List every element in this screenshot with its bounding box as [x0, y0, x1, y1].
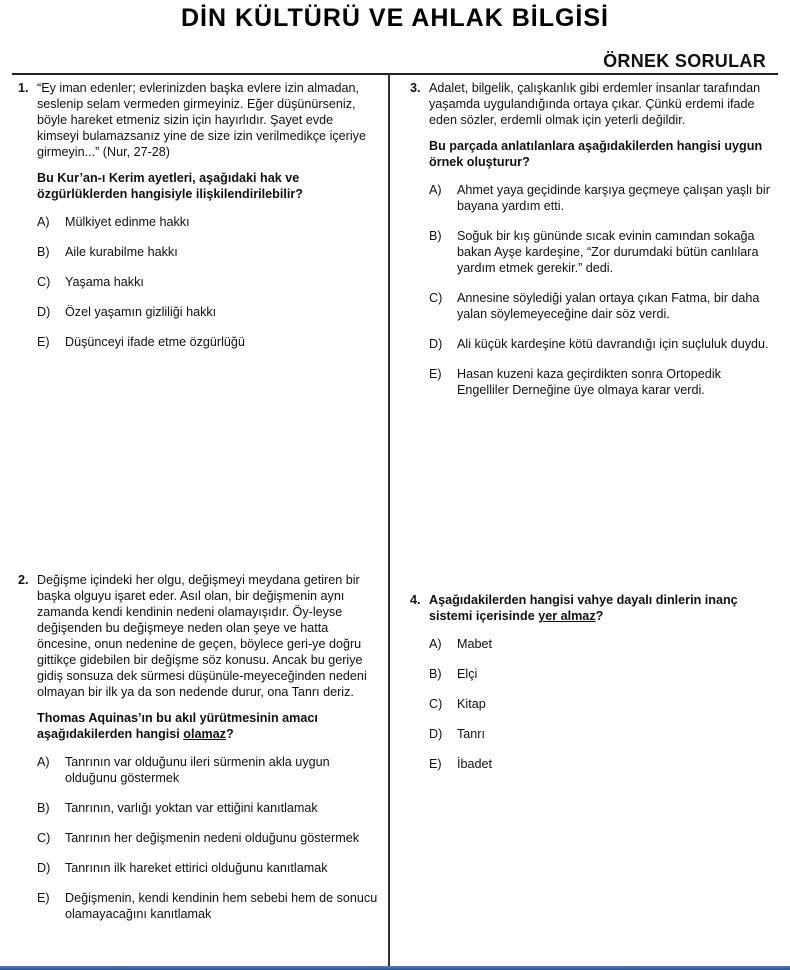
taskbar-strip	[0, 966, 790, 970]
question-number: 3.	[410, 81, 421, 95]
answer-option-a[interactable]	[429, 636, 772, 652]
answer-option-e[interactable]	[37, 890, 378, 922]
option-text: Hasan kuzeni kaza geçirdikten sonra Ortopedik Engelliler Derneğine üye olmaya karar verdi.	[457, 367, 721, 397]
question-prompt: Bu Kur’an-ı Kerim ayetleri, aşağıdaki hak ve özgürlüklerden hangisiyle ilişkilendirilebilir?	[37, 171, 303, 201]
option-letter: E)	[37, 335, 50, 349]
option-text: Tanrının, varlığı yoktan var ettiğini kanıtlamak	[65, 801, 318, 815]
option-letter: D)	[429, 727, 443, 741]
answer-option-e[interactable]	[37, 334, 378, 350]
option-text: Tanrının var olduğunu ileri sürmenin akla uygun olduğunu göstermek	[65, 755, 330, 785]
option-letter: E)	[37, 891, 50, 905]
option-letter: A)	[37, 755, 50, 769]
option-letter: D)	[429, 337, 443, 351]
header-rule	[12, 73, 778, 75]
answer-option-a[interactable]	[37, 754, 378, 786]
prompt-emphasis: yer almaz	[538, 609, 596, 623]
page-title: DİN KÜLTÜRÜ VE AHLAK BİLGİSİ	[181, 4, 609, 32]
answer-option-d[interactable]	[37, 860, 378, 876]
option-text: Tanrının ilk hareket ettirici olduğunu kanıtlamak	[65, 861, 328, 875]
option-letter: A)	[429, 637, 442, 651]
option-text: Mülkiyet edinme hakkı	[65, 215, 190, 229]
prompt-end: ?	[595, 609, 604, 623]
answer-option-c[interactable]	[429, 290, 772, 322]
answer-option-c[interactable]	[429, 696, 772, 712]
question-4	[410, 592, 772, 786]
option-text: Tanrının her değişmenin nedeni olduğunu göstermek	[65, 831, 360, 845]
answer-option-c[interactable]	[37, 830, 378, 846]
option-letter: C)	[429, 291, 443, 305]
option-text: Yaşama hakkı	[65, 275, 144, 289]
option-text: Özel yaşamın gizliliği hakkı	[65, 305, 217, 319]
prompt-emphasis: olamaz	[183, 727, 226, 741]
question-prompt	[429, 592, 772, 624]
option-letter: E)	[429, 367, 442, 381]
option-text: Elçi	[457, 667, 478, 681]
option-text: Tanrı	[457, 727, 485, 741]
prompt-text: Thomas Aquinas’ın bu akıl yürütmesinin amacı aşağıdakilerden hangisi	[37, 711, 318, 741]
prompt-text: Aşağıdakilerden hangisi vahye dayalı dinlerin inanç sistemi içerisinde	[429, 593, 738, 623]
option-text: Soğuk bir kış gününde sıcak evinin camından sokağa bakan Ayşe kardeşine, “Zor durumdaki bütün canlılara yardım etmek gerekir.” dedi.	[457, 229, 759, 275]
option-letter: D)	[37, 305, 51, 319]
option-letter: D)	[37, 861, 51, 875]
option-text: Kitap	[457, 697, 486, 711]
answer-option-b[interactable]	[37, 800, 378, 816]
question-number: 1.	[18, 81, 29, 95]
option-letter: C)	[37, 275, 51, 289]
option-text: Ahmet yaya geçidinde karşıya geçmeye çalışan yaşlı bir bayana yardım etti.	[457, 183, 770, 213]
option-letter: C)	[429, 697, 443, 711]
question-stem: “Ey iman edenler; evlerinizden başka evlere izin almadan, seslenip selam vermeden girmeyiniz. Eğer düşünürseniz, böyle hareket etmeniz sizin için hayırlıdır. Şayet evde kimseyi bulamazsanız yine de size izin verilmedikçe içeriye girmeyin...” (Nur, 27-28)	[37, 81, 366, 159]
option-text: Değişmenin, kendi kendinin hem sebebi hem de sonucu olamayacağını kanıtlamak	[65, 891, 378, 921]
answer-option-a[interactable]	[429, 182, 772, 214]
answer-option-c[interactable]	[37, 274, 378, 290]
answer-option-e[interactable]	[429, 756, 772, 772]
answer-option-e[interactable]	[429, 366, 772, 398]
answer-option-a[interactable]	[37, 214, 378, 230]
option-letter: B)	[37, 801, 50, 815]
question-number: 4.	[410, 593, 421, 607]
option-letter: C)	[37, 831, 51, 845]
option-text: Annesine söylediği yalan ortaya çıkan Fatma, bir daha yalan söylemeyeceğine dair söz verdi.	[457, 291, 760, 321]
option-letter: A)	[37, 215, 50, 229]
option-text: Mabet	[457, 637, 493, 651]
prompt-end: ?	[225, 727, 234, 741]
question-1	[18, 80, 378, 364]
option-text: İbadet	[457, 757, 493, 771]
question-prompt	[37, 710, 378, 742]
question-2	[18, 572, 378, 936]
answer-option-b[interactable]	[429, 228, 772, 276]
question-stem: Değişme içindeki her olgu, değişmeyi meydana getiren bir başka olguyu işaret eder. Asıl olan, bir değişmenin aynı zamanda kendi kendinin nedeni olamayışıdır. Öy-leyse değişenden bu değişmeye neden olan şeye ve hatta öncesine, onun nedenine de geçen, böylece geri-ye doğru gittikçe gidebilen bir değişme söz konusu. Ancak bu geriye gidiş sonsuza dek sürmesi düşünüle-meyeceğinden nedeni olmayan bir ilk ya da son nedende durur, ona Tanrı deriz.	[37, 573, 367, 699]
answer-option-d[interactable]	[429, 336, 772, 352]
option-letter: B)	[37, 245, 50, 259]
answer-option-d[interactable]	[429, 726, 772, 742]
answer-option-b[interactable]	[429, 666, 772, 682]
option-letter: B)	[429, 229, 442, 243]
option-letter: B)	[429, 667, 442, 681]
column-divider	[388, 73, 390, 966]
question-prompt: Bu parçada anlatılanlara aşağıdakilerden hangisi uygun örnek oluşturur?	[429, 139, 763, 169]
option-text: Ali küçük kardeşine kötü davrandığı için suçluluk duydu.	[457, 337, 769, 351]
option-text: Düşünceyi ifade etme özgürlüğü	[65, 335, 245, 349]
question-number: 2.	[18, 573, 29, 587]
option-letter: E)	[429, 757, 442, 771]
answer-option-b[interactable]	[37, 244, 378, 260]
question-3	[410, 80, 772, 412]
question-stem: Adalet, bilgelik, çalışkanlık gibi erdemler insanlar tarafından yaşamda uygulandığında ortaya çıkar. Çünkü erdemi ifade eden sözler, erdemli olmak için yeterli değildir.	[429, 81, 761, 127]
option-text: Aile kurabilme hakkı	[65, 245, 178, 259]
page-subtitle: ÖRNEK SORULAR	[603, 51, 766, 71]
answer-option-d[interactable]	[37, 304, 378, 320]
option-letter: A)	[429, 183, 442, 197]
